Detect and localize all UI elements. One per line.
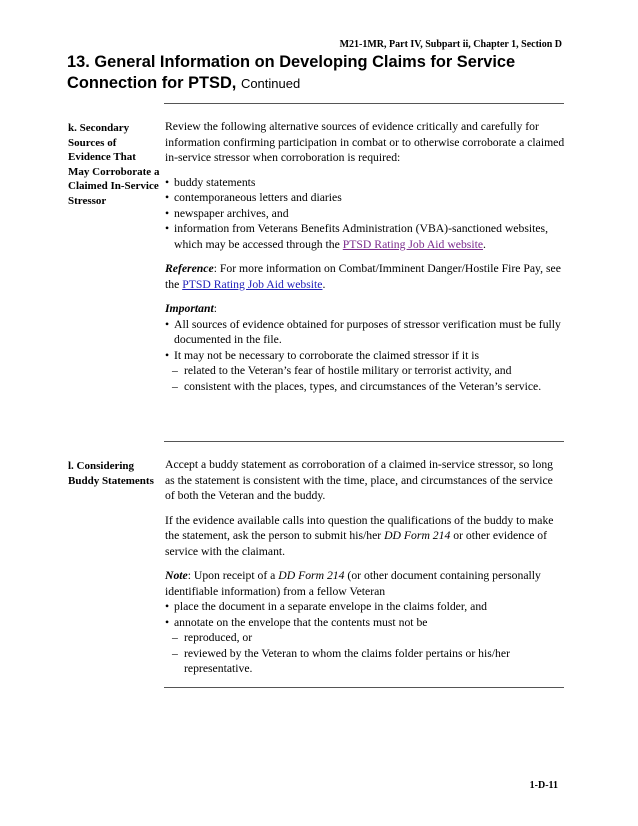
rule-bottom <box>164 687 564 688</box>
rule-middle <box>164 441 564 442</box>
note-mid: : Upon receipt of a <box>187 569 276 582</box>
page-number: 1-D-11 <box>529 780 558 791</box>
important-subitem: – related to the Veteran’s fear of hostile military or terrorist activity, and <box>165 363 565 379</box>
p2-end: or other evidence of service with the claimant. <box>165 529 548 558</box>
p2-start: If the evidence available calls into question the qualifications of the buddy to make the statement, ask the person to submit his/her <box>165 513 554 542</box>
source-item: • newspaper archives, and <box>165 206 565 222</box>
important-label: Important <box>165 302 214 315</box>
note-list <box>165 599 565 677</box>
important-colon: : <box>213 302 217 315</box>
reference-paragraph <box>165 261 565 292</box>
note-item: • place the document in a separate envelope in the claims folder, and <box>165 599 565 615</box>
note-item: • annotate on the envelope that the contents must not be <box>165 615 565 631</box>
source-item <box>165 221 565 252</box>
important-list <box>165 317 565 395</box>
ptsd-job-aid-link[interactable]: PTSD Rating Job Aid website <box>342 237 484 251</box>
important-item: • It may not be necessary to corroborate the claimed stressor if it is <box>165 348 565 364</box>
reference-text: : For more information on Combat/Imminent Danger/Hostile Fire Pay, see the <box>165 262 561 291</box>
source-item-text: information from Veterans Benefits Administration (VBA)-sanctioned websites, which may be accessed through the <box>174 222 549 251</box>
document-reference-header: M21-1MR, Part IV, Subpart ii, Chapter 1, Section D <box>339 39 562 50</box>
section-k-source-list <box>165 175 565 253</box>
section-l-paragraph-1: Accept a buddy statement as corroboration of a claimed in-service stressor, so long as the statement is consistent with the time, place, and circumstances of the service of both the Veteran and the buddy. <box>165 458 554 502</box>
reference-end: . <box>322 277 326 291</box>
source-item-end: . <box>483 237 486 251</box>
section-k-label: k. Secondary Sources of Evidence That May Corroborate a Claimed In-Service Stressor <box>68 122 160 207</box>
note-form: DD Form 214 <box>278 569 345 582</box>
note-subitem: – reviewed by the Veteran to whom the claims folder pertains or his/her representative. <box>165 646 565 677</box>
important-heading <box>165 301 565 317</box>
section-l-paragraph-2 <box>165 513 565 560</box>
important-subitem: – consistent with the places, types, and circumstances of the Veteran’s service. <box>165 379 565 395</box>
p2-form: DD Form 214 <box>384 529 451 542</box>
note-label: Note <box>165 569 188 582</box>
note-end: (or other document containing personally identifiable information) from a fellow Veteran <box>165 569 541 598</box>
section-l-body <box>165 457 565 686</box>
title-continued: Continued <box>240 76 301 91</box>
section-k-intro: Review the following alternative sources of evidence critically and carefully for information confirming participation in combat or to otherwise corroborate a claimed in-service stressor when corroboration is required: <box>165 120 565 164</box>
note-paragraph <box>165 568 565 599</box>
source-item: • contemporaneous letters and diaries <box>165 190 565 206</box>
page-title <box>67 52 587 94</box>
section-l-label: l. Considering Buddy Statements <box>68 460 154 487</box>
ptsd-job-aid-link-2[interactable]: PTSD Rating Job Aid website <box>182 277 323 291</box>
reference-label: Reference <box>165 262 214 275</box>
note-subitem: – reproduced, or <box>165 630 565 646</box>
important-item: • All sources of evidence obtained for purposes of stressor verification must be fully documented in the file. <box>165 317 565 348</box>
rule-top <box>164 103 564 104</box>
title-text: 13. General Information on Developing Claims for Service Connection for PTSD, <box>67 53 516 92</box>
section-k-body <box>165 119 565 403</box>
source-item: • buddy statements <box>165 175 565 191</box>
